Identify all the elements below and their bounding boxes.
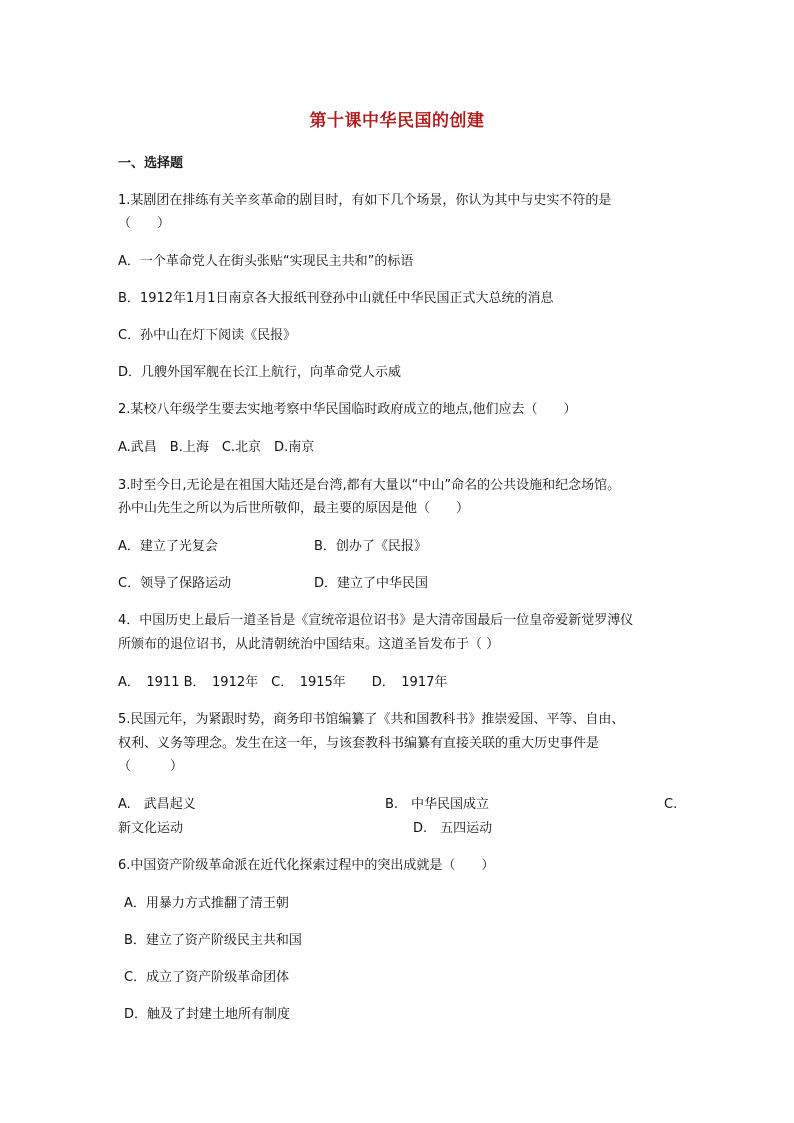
q2-options: A.武昌 B.上海 C.北京 D.南京 [118,440,315,455]
q3-option-b: B．创办了《民报》 [314,539,427,554]
q5-option-c-text: 新文化运动 [118,821,184,836]
q4-stem-line1: 4．中国历史上最后一道圣旨是《宣统帝退位诏书》是大清帝国最后一位皇帝爱新觉罗溥仪 [118,613,634,628]
q1-option-b: B．1912年1月1日南京各大报纸刊登孙中山就任中华民国正式大总统的消息 [118,291,554,306]
q5-option-a: A. 武昌起义 [118,797,196,812]
q6-stem: 6.中国资产阶级革命派在近代化探索过程中的突出成就是（ ） [118,858,495,873]
q5-option-c-letter: C. [664,797,678,812]
q5-stem-line3: （ ） [118,759,184,774]
section-heading: 一、选择题 [118,156,184,171]
q6-option-a: A．用暴力方式推翻了清王朝 [124,896,289,911]
q6-option-d: D．触及了封建土地所有制度 [124,1007,291,1022]
q6-option-c: C．成立了资产阶级革命团体 [124,970,290,985]
q1-option-a: A．一个革命党人在街头张贴“实现民主共和”的标语 [118,254,414,269]
q3-option-c: C．领导了保路运动 [118,576,232,591]
q4-options: A． 1911 B． 1912年 C． 1915年 D． 1917年 [118,675,448,690]
q3-stem-line2: 孙中山先生之所以为后世所敬仰，最主要的原因是他（ ） [118,501,470,516]
q6-option-b: B．建立了资产阶级民主共和国 [124,933,302,948]
page-title: 第十课中华民国的创建 [309,111,485,131]
q5-stem-line2: 权利、义务等理念。发生在这一年，与该套教科书编纂有直接关联的重大历史事件是 [118,736,600,751]
q5-stem-line1: 5.民国元年，为紧跟时势，商务印书馆编纂了《共和国教科书》推崇爱国、平等、自由、 [118,712,625,727]
q3-option-a: A．建立了光复会 [118,539,218,554]
q1-option-c: C．孙中山在灯下阅读《民报》 [118,328,297,343]
q2-stem: 2.某校八年级学生要去实地考察中华民国临时政府成立的地点,他们应去（ ） [118,402,577,417]
q5-option-b: B. 中华民国成立 [385,797,490,812]
q1-stem-line2: （ ） [118,216,171,231]
q3-stem-line1: 3.时至今日,无论是在祖国大陆还是台湾,都有大量以“中山”命名的公共设施和纪念场馆。 [118,478,621,493]
q1-option-d: D．几艘外国军舰在长江上航行，向革命党人示威 [118,365,402,380]
q3-option-d: D．建立了中华民国 [314,576,429,591]
q5-option-d: D. 五四运动 [413,821,493,836]
q4-stem-line2: 所颁布的退位诏书，从此清朝统治中国结束。这道圣旨发布于（ ） [118,637,500,652]
q1-stem-line1: 1.某剧团在排练有关辛亥革命的剧目时，有如下几个场景，你认为其中与史实不符的是 [118,193,612,208]
